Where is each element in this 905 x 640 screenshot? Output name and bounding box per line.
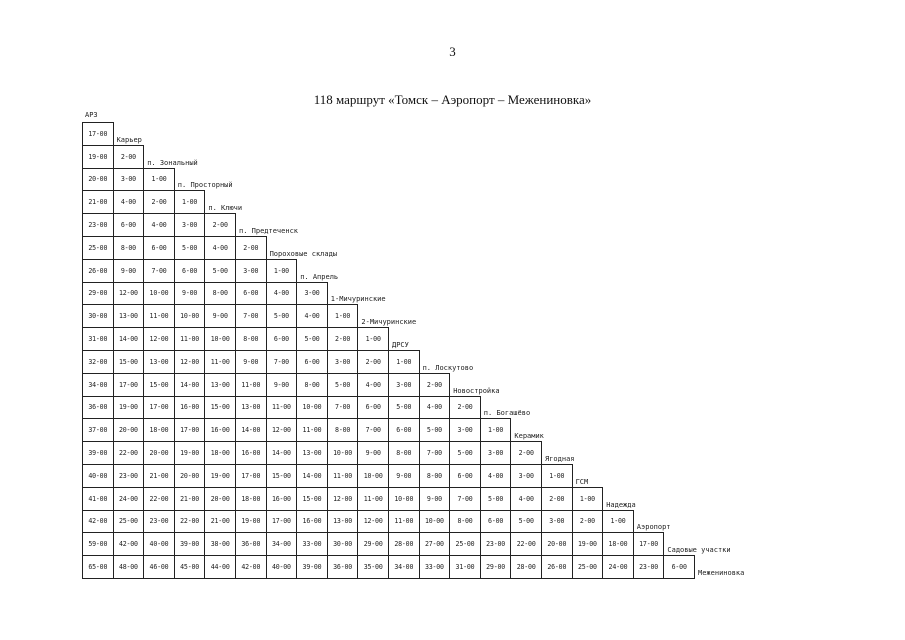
fare-cell: 4-00 [419,396,451,420]
fare-cell: 9-00 [204,304,236,328]
fare-cell: 16-00 [296,510,328,534]
fare-cell: 1-00 [174,190,206,214]
fare-cell: 4-00 [113,190,145,214]
fare-cell: 1-00 [143,168,175,192]
fare-cell: 33-00 [419,555,451,579]
fare-cell: 2-00 [449,396,481,420]
fare-cell: 11-00 [235,373,267,397]
fare-cell: 65-00 [82,555,114,579]
fare-cell: 9-00 [113,259,145,283]
fare-cell: 40-00 [82,464,114,488]
fare-cell: 3-00 [541,510,573,534]
fare-cell: 3-00 [388,373,420,397]
fare-cell: 3-00 [113,168,145,192]
fare-cell: 7-00 [235,304,267,328]
fare-cell: 9-00 [174,282,206,306]
fare-cell: 11-00 [327,464,359,488]
document-title: 118 маршрут «Томск – Аэропорт – Межениновка» [313,92,592,107]
fare-cell: 20-00 [82,168,114,192]
fare-cell: 3-00 [235,259,267,283]
fare-cell: 28-00 [510,555,542,579]
fare-cell: 8-00 [419,464,451,488]
fare-cell: 6-00 [266,327,298,351]
fare-cell: 32-00 [82,350,114,374]
fare-cell: 6-00 [113,213,145,237]
fare-cell: 1-00 [388,350,420,374]
fare-cell: 8-00 [204,282,236,306]
fare-cell: 31-00 [449,555,481,579]
stop-label: п. Апрель [300,272,339,281]
fare-cell: 7-00 [143,259,175,283]
fare-cell: 19-00 [204,464,236,488]
fare-cell: 17-00 [113,373,145,397]
fare-cell: 9-00 [235,350,267,374]
fare-cell: 34-00 [266,532,298,556]
fare-cell: 6-00 [296,350,328,374]
fare-cell: 37-00 [82,418,114,442]
stop-label: 1-Мичуринские [330,295,386,304]
stop-label: п. Ключи [208,204,243,213]
fare-cell: 15-00 [266,464,298,488]
fare-cell: 12-00 [174,350,206,374]
fare-cell: 8-00 [327,418,359,442]
fare-cell: 19-00 [113,396,145,420]
fare-cell: 15-00 [113,350,145,374]
fare-cell: 1-00 [327,304,359,328]
fare-cell: 2-00 [327,327,359,351]
fare-cell: 22-00 [174,510,206,534]
fare-cell: 8-00 [113,236,145,260]
fare-cell: 11-00 [296,418,328,442]
fare-cell: 30-00 [82,304,114,328]
fare-cell: 25-00 [449,532,481,556]
fare-cell: 18-00 [204,441,236,465]
fare-cell: 4-00 [357,373,389,397]
fare-cell: 24-00 [602,555,634,579]
stop-label: п. Просторный [177,181,233,190]
fare-cell: 42-00 [235,555,267,579]
fare-cell: 20-00 [174,464,206,488]
fare-cell: 26-00 [82,259,114,283]
fare-cell: 17-00 [174,418,206,442]
fare-cell: 42-00 [113,532,145,556]
fare-cell: 16-00 [174,396,206,420]
fare-cell: 10-00 [419,510,451,534]
fare-cell: 25-00 [113,510,145,534]
fare-cell: 21-00 [143,464,175,488]
fare-cell: 6-00 [235,282,267,306]
fare-cell: 2-00 [113,145,145,169]
fare-cell: 12-00 [266,418,298,442]
fare-cell: 20-00 [204,487,236,511]
fare-cell: 6-00 [357,396,389,420]
fare-cell: 46-00 [143,555,175,579]
fare-cell: 20-00 [541,532,573,556]
fare-cell: 7-00 [266,350,298,374]
fare-cell: 2-00 [357,350,389,374]
stop-label: п. Богашёво [483,409,531,418]
fare-cell: 36-00 [327,555,359,579]
fare-cell: 4-00 [143,213,175,237]
fare-cell: 9-00 [419,487,451,511]
fare-cell: 44-00 [204,555,236,579]
stop-label: Карьер [116,135,142,144]
fare-cell: 23-00 [113,464,145,488]
fare-cell: 38-00 [204,532,236,556]
fare-cell: 16-00 [204,418,236,442]
fare-cell: 23-00 [633,555,665,579]
fare-cell: 36-00 [82,396,114,420]
fare-cell: 4-00 [204,236,236,260]
fare-cell: 2-00 [541,487,573,511]
fare-cell: 30-00 [327,532,359,556]
fare-cell: 4-00 [266,282,298,306]
stop-label: Ягодная [545,455,575,463]
fare-cell: 14-00 [235,418,267,442]
stop-label: Садовые участки [667,546,731,555]
fare-cell: 4-00 [480,464,512,488]
stop-label: 2-Мичуринские [361,318,417,327]
fare-cell: 14-00 [113,327,145,351]
fare-cell: 15-00 [143,373,175,397]
fare-cell: 5-00 [266,304,298,328]
fare-cell: 13-00 [113,304,145,328]
fare-cell: 1-00 [480,418,512,442]
fare-cell: 10-00 [174,304,206,328]
fare-cell: 39-00 [296,555,328,579]
fare-cell: 2-00 [235,236,267,260]
page-number: 3 [449,44,456,59]
fare-cell: 18-00 [143,418,175,442]
fare-cell: 17-00 [633,532,665,556]
fare-cell: 23-00 [143,510,175,534]
fare-cell: 10-00 [204,327,236,351]
fare-cell: 7-00 [449,487,481,511]
fare-cell: 26-00 [541,555,573,579]
stop-label: Аэропорт [636,523,671,532]
fare-cell: 5-00 [510,510,542,534]
fare-cell: 8-00 [449,510,481,534]
stop-label: Новостройка [453,386,500,395]
fare-cell: 48-00 [113,555,145,579]
fare-cell: 23-00 [82,213,114,237]
fare-cell: 15-00 [204,396,236,420]
fare-cell: 5-00 [419,418,451,442]
fare-cell: 5-00 [327,373,359,397]
fare-cell: 11-00 [143,304,175,328]
fare-cell: 6-00 [663,555,695,579]
fare-cell: 6-00 [174,259,206,283]
fare-cell: 18-00 [235,487,267,511]
fare-cell: 10-00 [143,282,175,306]
fare-cell: 1-00 [357,327,389,351]
fare-cell: 6-00 [480,510,512,534]
fare-cell: 9-00 [388,464,420,488]
fare-cell: 2-00 [204,213,236,237]
fare-cell: 17-00 [235,464,267,488]
fare-cell: 2-00 [143,190,175,214]
fare-cell: 2-00 [510,441,542,465]
fare-cell: 5-00 [204,259,236,283]
fare-cell: 10-00 [388,487,420,511]
fare-cell: 5-00 [174,236,206,260]
fare-cell: 21-00 [204,510,236,534]
fare-cell: 2-00 [572,510,604,534]
fare-cell: 8-00 [235,327,267,351]
fare-cell: 5-00 [449,441,481,465]
fare-cell: 15-00 [296,487,328,511]
fare-cell: 13-00 [327,510,359,534]
fare-cell: 7-00 [357,418,389,442]
fare-cell: 16-00 [266,487,298,511]
fare-cell: 3-00 [296,282,328,306]
fare-cell: 40-00 [266,555,298,579]
fare-cell: 20-00 [113,418,145,442]
fare-cell: 10-00 [357,464,389,488]
fare-cell: 19-00 [82,145,114,169]
fare-cell: 36-00 [235,532,267,556]
fare-cell: 11-00 [266,396,298,420]
fare-cell: 6-00 [143,236,175,260]
fare-cell: 12-00 [357,510,389,534]
fare-cell: 22-00 [510,532,542,556]
fare-cell: 4-00 [510,487,542,511]
fare-cell: 1-00 [541,464,573,488]
fare-cell: 8-00 [388,441,420,465]
fare-cell: 40-00 [143,532,175,556]
fare-cell: 5-00 [388,396,420,420]
fare-cell: 22-00 [113,441,145,465]
fare-cell: 14-00 [174,373,206,397]
fare-cell: 27-00 [419,532,451,556]
fare-cell: 19-00 [572,532,604,556]
fare-cell: 18-00 [602,532,634,556]
fare-cell: 4-00 [296,304,328,328]
fare-cell: 23-00 [480,532,512,556]
stop-label: Керамик [514,432,544,441]
fare-cell: 5-00 [480,487,512,511]
fare-cell: 7-00 [327,396,359,420]
fare-cell: 1-00 [266,259,298,283]
fare-cell: 5-00 [296,327,328,351]
fare-cell: 31-00 [82,327,114,351]
fare-cell: 12-00 [327,487,359,511]
fare-cell: 19-00 [174,441,206,465]
fare-cell: 16-00 [235,441,267,465]
fare-cell: 29-00 [357,532,389,556]
fare-cell: 3-00 [174,213,206,237]
fare-cell: 17-00 [143,396,175,420]
fare-cell: 21-00 [82,190,114,214]
fare-cell: 35-00 [357,555,389,579]
fare-cell: 33-00 [296,532,328,556]
stop-label: Межениновка [698,569,745,577]
fare-cell: 2-00 [419,373,451,397]
fare-cell: 34-00 [82,373,114,397]
fare-cell: 13-00 [296,441,328,465]
fare-cell: 3-00 [327,350,359,374]
fare-cell: 20-00 [143,441,175,465]
stop-label: п. Лоскутово [422,363,474,372]
fare-cell: 13-00 [235,396,267,420]
fare-cell: 17-00 [82,122,114,146]
fare-cell: 7-00 [419,441,451,465]
stop-label: п. Предтеченск [239,227,299,235]
fare-cell: 11-00 [174,327,206,351]
fare-cell: 25-00 [82,236,114,260]
fare-cell: 12-00 [113,282,145,306]
fare-cell: 1-00 [602,510,634,534]
fare-cell: 21-00 [174,487,206,511]
fare-cell: 13-00 [143,350,175,374]
fare-cell: 29-00 [480,555,512,579]
fare-cell: 39-00 [174,532,206,556]
fare-cell: 29-00 [82,282,114,306]
stop-label: АРЗ [85,111,98,119]
fare-cell: 6-00 [388,418,420,442]
fare-cell: 12-00 [143,327,175,351]
stop-label: ГСМ [575,477,589,486]
fare-cell: 11-00 [388,510,420,534]
stop-label: ДРСУ [392,341,409,349]
fare-cell: 39-00 [82,441,114,465]
fare-cell: 34-00 [388,555,420,579]
stop-label: п. Зональный [147,158,198,167]
fare-cell: 41-00 [82,487,114,511]
fare-cell: 9-00 [266,373,298,397]
fare-cell: 8-00 [296,373,328,397]
fare-cell: 42-00 [82,510,114,534]
fare-cell: 28-00 [388,532,420,556]
fare-cell: 14-00 [296,464,328,488]
fare-cell: 25-00 [572,555,604,579]
stop-label: Пороховые склады [269,249,338,258]
fare-cell: 3-00 [480,441,512,465]
fare-cell: 11-00 [204,350,236,374]
fare-cell: 6-00 [449,464,481,488]
fare-cell: 11-00 [357,487,389,511]
stop-label: Надежда [606,500,636,509]
fare-cell: 3-00 [510,464,542,488]
fare-cell: 59-00 [82,532,114,556]
fare-cell: 14-00 [266,441,298,465]
fare-cell: 22-00 [143,487,175,511]
fare-cell: 9-00 [357,441,389,465]
fare-cell: 17-00 [266,510,298,534]
fare-cell: 24-00 [113,487,145,511]
fare-cell: 10-00 [327,441,359,465]
fare-cell: 10-00 [296,396,328,420]
fare-cell: 45-00 [174,555,206,579]
fare-cell: 1-00 [572,487,604,511]
fare-cell: 13-00 [204,373,236,397]
fare-cell: 19-00 [235,510,267,534]
fare-cell: 3-00 [449,418,481,442]
